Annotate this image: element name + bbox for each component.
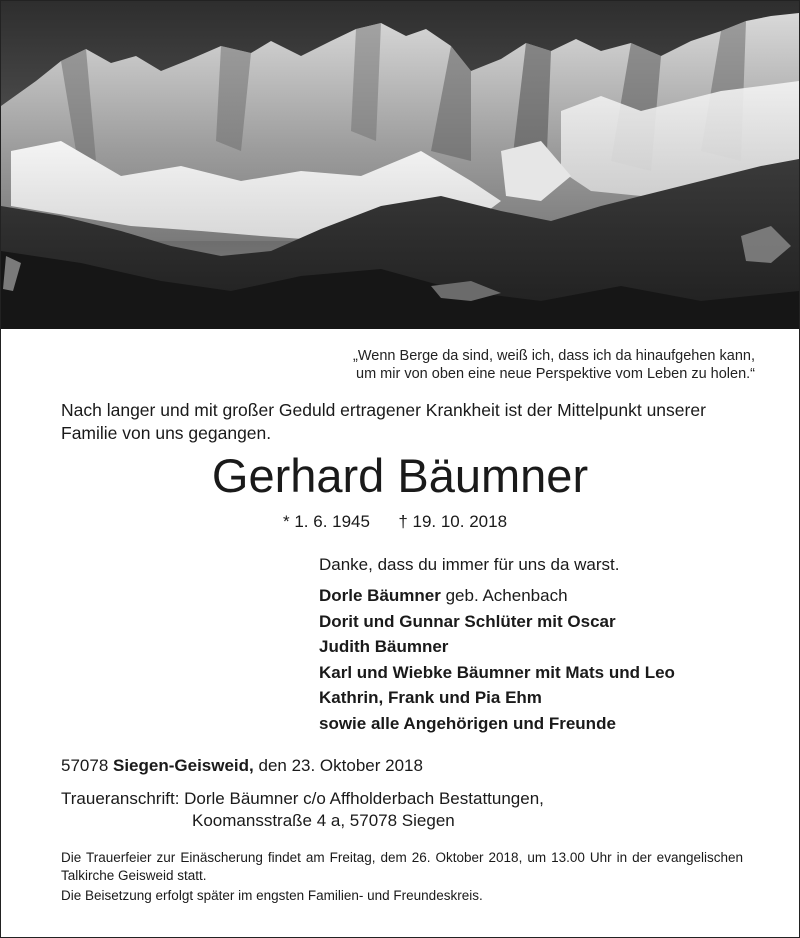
mourners-list xyxy=(319,583,675,736)
mourner-name: Dorle Bäumner xyxy=(319,586,441,605)
quote-line: „Wenn Berge da sind, weiß ich, dass ich da hinaufgehen kann, xyxy=(353,348,755,364)
life-dates xyxy=(283,511,507,533)
intro-text xyxy=(61,399,761,445)
notice-date: den 23. Oktober 2018 xyxy=(253,756,423,775)
city: Siegen-Geisweid, xyxy=(113,756,254,775)
postcode: 57078 xyxy=(61,756,113,775)
deceased-name: Gerhard Bäumner xyxy=(211,449,589,502)
death-date: † 19. 10. 2018 xyxy=(398,512,508,531)
quote-line: um mir von oben eine neue Perspektive vom Leben zu holen.“ xyxy=(356,366,755,382)
mourner-line: Dorit und Gunnar Schlüter mit Oscar xyxy=(319,611,616,631)
address-line: Traueranschrift: Dorle Bäumner c/o Affholderbach Bestattungen, xyxy=(61,789,544,808)
funeral-service-info: Die Trauerfeier zur Einäscherung findet am Freitag, dem 26. Oktober 2018, um 13.00 Uhr in der evangelischen Talkirche Geisweid statt. xyxy=(61,850,743,883)
mourner-line: sowie alle Angehörigen und Freunde xyxy=(319,713,616,733)
thanks-line: Danke, dass du immer für uns da warst. xyxy=(319,555,620,574)
mountain-landscape-photo xyxy=(1,1,799,329)
mourner-line: Kathrin, Frank und Pia Ehm xyxy=(319,688,542,707)
opening-quote xyxy=(315,347,755,383)
mourner-line xyxy=(319,583,675,609)
place-and-date xyxy=(61,755,423,777)
intro-line: Nach langer und mit großer Geduld ertragener Krankheit ist der Mittelpunkt unserer xyxy=(61,400,706,420)
mourning-address xyxy=(61,788,544,832)
mourner-maiden-name: geb. Achenbach xyxy=(440,586,568,605)
address-line: Koomansstraße 4 a, 57078 Siegen xyxy=(192,811,455,830)
intro-line: Familie von uns gegangen. xyxy=(61,423,272,443)
mourner-line: Judith Bäumner xyxy=(319,637,449,656)
birth-date: * 1. 6. 1945 xyxy=(283,512,370,531)
mourner-line: Karl und Wiebke Bäumner mit Mats und Leo xyxy=(319,662,675,682)
burial-info: Die Beisetzung erfolgt später im engsten Familien- und Freundeskreis. xyxy=(61,888,483,903)
